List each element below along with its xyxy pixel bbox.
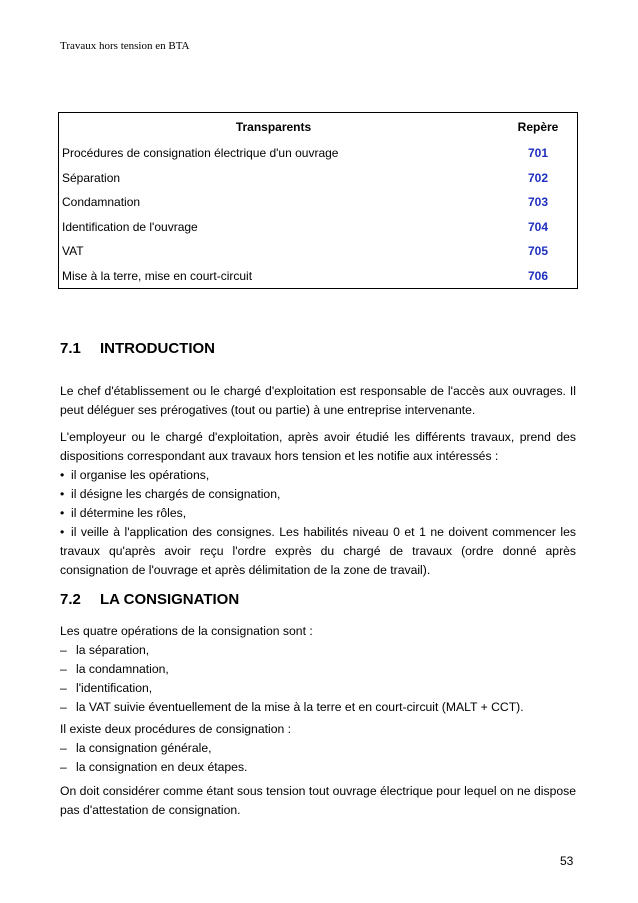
table-row — [59, 190, 578, 215]
table-row — [59, 141, 578, 166]
list-item — [60, 641, 576, 660]
dash-icon: – — [60, 700, 67, 714]
table-cell-label: Condamnation — [59, 190, 486, 215]
table-cell-label: Mise à la terre, mise en court-circuit — [59, 264, 486, 289]
list-item-text: la condamnation, — [76, 662, 169, 676]
list-item-text: l'identification, — [76, 681, 153, 695]
table-cell-ref: 702 — [485, 166, 578, 191]
closing-paragraph: On doit considérer comme étant sous tension tout ouvrage électrique pour lequel on ne dispose pas d'attestation de consignation. — [60, 784, 576, 817]
running-header: Travaux hors tension en BTA — [60, 40, 190, 52]
list-item — [60, 485, 576, 504]
transparents-table — [58, 112, 578, 289]
intro-paragraph-2-block — [60, 428, 576, 580]
table-row — [59, 264, 578, 289]
list-item-text: il détermine les rôles, — [71, 506, 187, 520]
section-title: LA CONSIGNATION — [100, 591, 240, 608]
section-number: 7.2 — [60, 591, 81, 608]
table-cell-ref: 706 — [485, 264, 578, 289]
section-number: 7.1 — [60, 340, 81, 357]
bullet-icon: • — [60, 506, 65, 520]
dash-icon: – — [60, 681, 67, 695]
list-item — [60, 523, 576, 580]
list-item-text: il veille à l'application des consignes. Les habilités niveau 0 et 1 ne doivent commencer les travaux qu'après avoir reçu l'ordre exprès du chargé de travaux (ordre donné après consignation de l'ouvrage et après délimitation de la zone de travail). — [60, 525, 576, 577]
dash-icon: – — [60, 643, 67, 657]
table-row — [59, 239, 578, 264]
table-header-transparents: Transparents — [59, 113, 486, 142]
operations-block — [60, 622, 576, 717]
intro-paragraph-2: L'employeur ou le chargé d'exploitation, après avoir étudié les différents travaux, prend des dispositions correspondant aux travaux hors tension et les notifie aux intéressés : — [60, 430, 576, 463]
section-title: INTRODUCTION — [100, 340, 215, 357]
dash-icon: – — [60, 760, 67, 774]
list-item — [60, 758, 576, 777]
table-cell-label: VAT — [59, 239, 486, 264]
bullet-icon: • — [60, 525, 65, 539]
table-cell-ref: 701 — [485, 141, 578, 166]
list-item-text: la consignation en deux étapes. — [76, 760, 248, 774]
table-header-repere: Repère — [485, 113, 578, 142]
dash-icon: – — [60, 662, 67, 676]
list-item-text: la consignation générale, — [76, 741, 212, 755]
table-row — [59, 215, 578, 240]
table-cell-ref: 705 — [485, 239, 578, 264]
list-item — [60, 504, 576, 523]
section-heading-introduction — [60, 340, 215, 357]
list-item — [60, 466, 576, 485]
procedures-block — [60, 720, 576, 777]
list-item-text: il désigne les chargés de consignation, — [71, 487, 281, 501]
table-cell-label: Séparation — [59, 166, 486, 191]
dash-icon: – — [60, 741, 67, 755]
list-item-text: la séparation, — [76, 643, 150, 657]
table-cell-ref: 703 — [485, 190, 578, 215]
page-number: 53 — [560, 854, 574, 868]
operations-intro: Les quatre opérations de la consignation sont : — [60, 624, 313, 638]
table-cell-label: Identification de l'ouvrage — [59, 215, 486, 240]
list-item-text: il organise les opérations, — [71, 468, 210, 482]
table-cell-label: Procédures de consignation électrique d'un ouvrage — [59, 141, 486, 166]
list-item — [60, 660, 576, 679]
list-item — [60, 698, 576, 717]
section-heading-consignation — [60, 591, 239, 608]
list-item — [60, 679, 576, 698]
table-row — [59, 166, 578, 191]
procedures-intro: Il existe deux procédures de consignation : — [60, 722, 292, 736]
list-item — [60, 739, 576, 758]
bullet-icon: • — [60, 487, 65, 501]
table-cell-ref: 704 — [485, 215, 578, 240]
intro-paragraph-1: Le chef d'établissement ou le chargé d'exploitation est responsable de l'accès aux ouvrages. Il peut déléguer ses prérogatives (tout ou partie) à une entreprise intervenante. — [60, 384, 576, 417]
bullet-icon: • — [60, 468, 65, 482]
table-header-row — [59, 113, 578, 142]
list-item-text: la VAT suivie éventuellement de la mise à la terre et en court-circuit (MALT + CCT). — [76, 700, 524, 714]
